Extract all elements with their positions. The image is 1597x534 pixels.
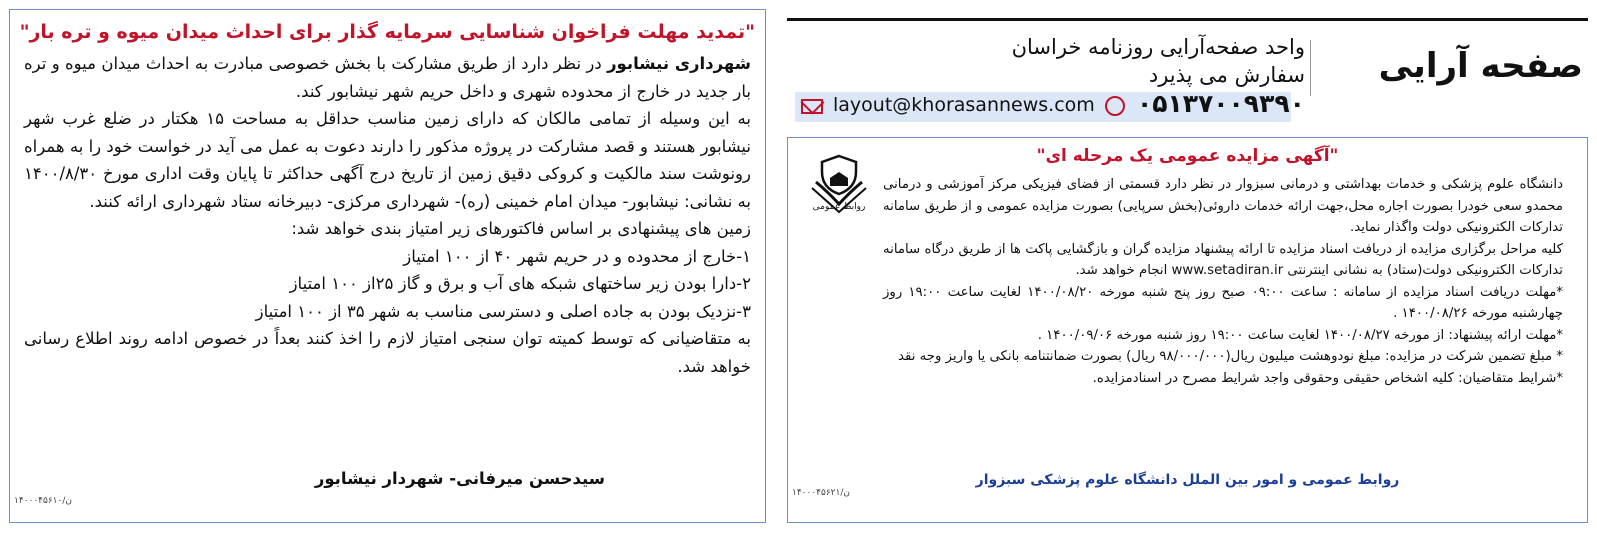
left-ad-para-1: در نظر دارد از طریق مشارکت با بخش خصوصی مبادرت به احداث میدان میوه و تره بار جدید در خارج از محدوده شهری و داخل حریم شهر نیشابور کند. [24, 54, 751, 101]
left-ad-code: ن/۱۴۰۰۰۴۵۶۱۰ [14, 496, 72, 506]
left-ad-title: "تمدید مهلت فراخوان شناسایی سرمایه گذار برای احداث میدان میوه و تره بار" [19, 21, 755, 43]
left-ad-para-3: زمین های پیشنهادی بر اساس فاکتورهای زیر امتیاز بندی خواهد شد: [291, 219, 751, 238]
right-ad-box [787, 137, 1588, 523]
municipality-name: شهرداری نیشابور [607, 54, 751, 73]
header-rule [787, 18, 1588, 21]
criteria-item-2: ۲-دارا بودن زیر ساختهای شبکه های آب و برق و گاز ۲۵از ۱۰۰ امتیاز [289, 274, 751, 293]
brand-title: صفحه آرایی [1378, 46, 1583, 86]
criteria-item-1: ۱-خارج از محدوده و در حریم شهر ۴۰ از ۱۰۰ امتیاز [403, 246, 751, 266]
right-ad-para-2: کلیه مراحل برگزاری مزایده از دریافت اسناد مزایده تا ارائه پیشنهاد مزایده گران و بازگشایی پاکت ها از طریق درگاه سامانه تدارکات الکترونیکی دولت(ستاد) به نشانی اینترنتی www.setadiran.ir انجام خواهد شد. [883, 241, 1563, 278]
email-link[interactable]: layout@khorasannews.com [833, 94, 1095, 116]
right-ad-footer: روابط عمومی و امور بین الملل دانشگاه علوم پزشکی سبزوار [975, 472, 1400, 488]
left-ad-signature: سیدحسن میرفانی- شهردار نیشابور [314, 469, 605, 488]
right-ad-code: ن/۱۴۰۰۰۴۵۶۲۱ [792, 488, 850, 498]
university-logo-icon [808, 152, 870, 218]
phone-icon [1105, 96, 1125, 116]
right-ad-para-4: *مهلت ارائه پیشنهاد: از مورخه ۱۴۰۰/۰۸/۲۷ لغایت ساعت ۱۹:۰۰ روز شنبه مورخه ۱۴۰۰/۰۹/۰۶ . [1037, 327, 1563, 343]
header-divider [1310, 40, 1311, 96]
mail-icon [801, 99, 823, 114]
right-ad-para-5: * مبلغ تضمین شرکت در مزایده: مبلغ نودوهشت میلیون ریال(۹۸/۰۰۰/۰۰۰ ریال) بصورت ضمانتنامه بانکی یا واریز وجه نقد [898, 349, 1563, 364]
right-ad-para-3: *مهلت دریافت اسناد مزایده از سامانه : ساعت ۰۹:۰۰ صبح روز پنج شنبه مورخه ۱۴۰۰/۰۸/۲۰ لغایت ساعت ۱۹:۰۰ روز چهارشنبه مورخه ۱۴۰۰/۰۸/۲۶ . [883, 284, 1563, 321]
left-ad-box [9, 9, 766, 523]
right-ad-para-1: دانشگاه علوم پزشکی و خدمات بهداشتی و درمانی سبزوار در نظر دارد قسمتی از فضای فیزیکی مرکز آموزشی و درمانی محمدو سعی خودرا بصورت اجاره محل،جهت ارائه خدمات داروئی(بخش سرپایی) بصورت مزایده عمومی و از طریق سامانه تدارکات الکترونیکی دولت واگذار نماید. [883, 177, 1563, 235]
logo-caption: روابط عمومی [812, 202, 866, 212]
criteria-item-3: ۳-نزدیک بودن به جاده اصلی و دسترسی مناسب به شهر ۳۵ از ۱۰۰ امتیاز [255, 301, 751, 321]
phone-number[interactable]: ۰۵۱۳۷۰۰۹۳۹۰ [1137, 89, 1305, 118]
header-line-1: واحد صفحه‌آرایی روزنامه خراسان [1011, 35, 1305, 59]
header-line-2: سفارش می پذیرد [1148, 63, 1305, 87]
left-ad-body [24, 50, 751, 380]
right-ad-para-6: *شرایط متقاضیان: کلیه اشخاص حقیقی وحقوقی واجد شرایط مصرح در اسنادمزایده. [1092, 370, 1563, 386]
right-ad-body [883, 174, 1563, 389]
right-ad-title: "آگهی مزایده عمومی یک مرحله ای" [1036, 146, 1339, 166]
left-ad-para-4: به متقاضیانی که توسط کمیته توان سنجی امتیاز لازم را اخذ کنند بعداً در خصوص ادامه روند اطلاع رسانی خواهد شد. [24, 329, 751, 376]
left-ad-para-2: به این وسیله از تمامی مالکان که دارای زمین مناسب حداقل به مساحت ۱۵ هکتار در ضلع غرب شهر نیشابور هستند و قصد مشارکت در پروژه مذکور را دارند دعوت به عمل می آید در خواست خود را به همراه رونوشت سند مالکیت و کروکی دقیق زمین از تاریخ درج آگهی حداکثر تا پایان وقت اداری مورخ ۱۴۰۰/۸/۳۰ به نشانی: نیشابور- میدان امام خمینی (ره)- شهرداری مرکزی- دبیرخانه ستاد شهرداری ارائه کنند. [24, 109, 751, 211]
